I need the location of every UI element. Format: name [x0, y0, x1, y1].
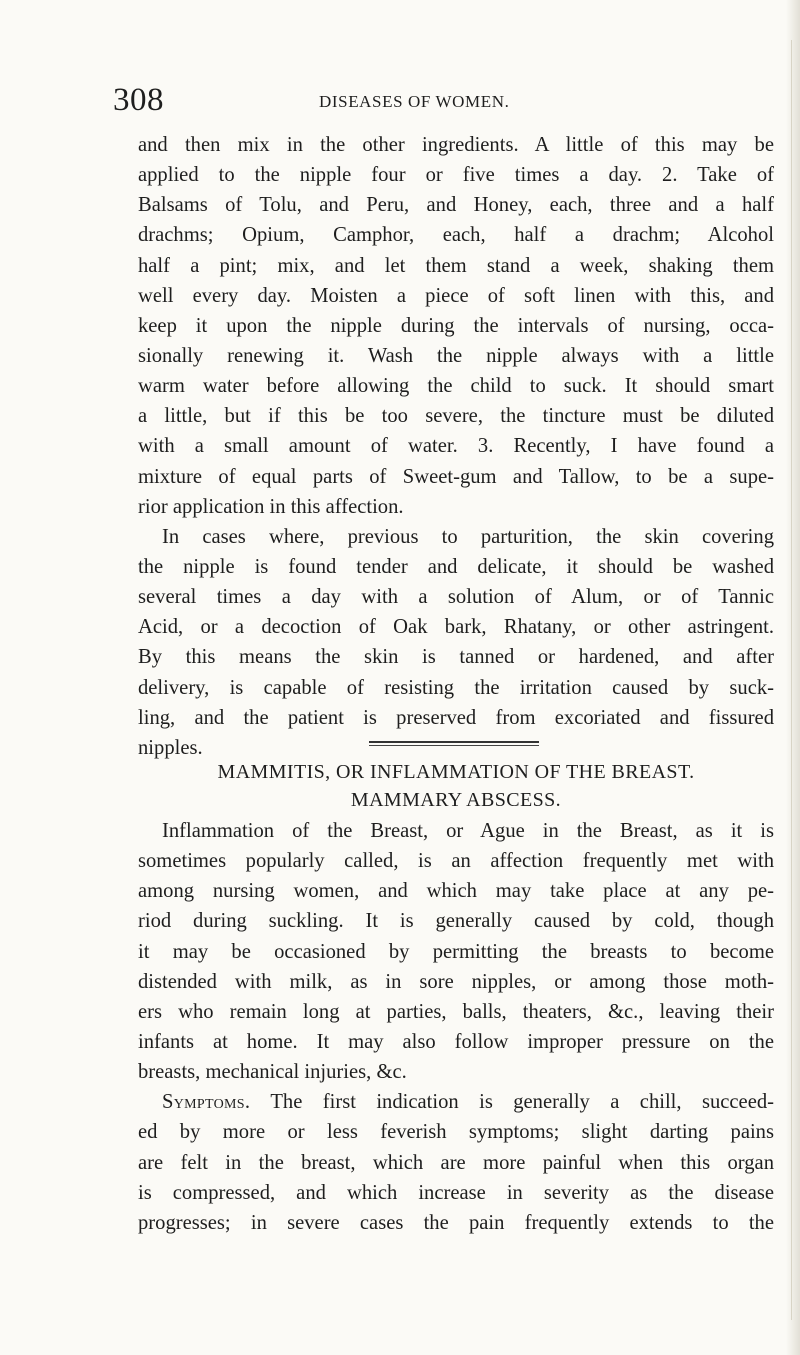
text-line: warm water before allowing the child to suck. It should smart	[138, 375, 774, 398]
text-line: is compressed, and which increase in severity as the disease	[138, 1181, 774, 1204]
page-edge-line	[791, 40, 792, 1320]
text-line: By this means the skin is tanned or hardened, and after	[138, 646, 774, 669]
text-line: breasts, mechanical injuries, &c.	[138, 1061, 407, 1084]
symptoms-label: Symptoms.	[162, 1091, 251, 1114]
text-line: Acid, or a decoction of Oak bark, Rhatany, or other astringent.	[138, 616, 774, 639]
text-line: applied to the nipple four or five times a day. 2. Take of	[138, 164, 774, 187]
text-line: well every day. Moisten a piece of soft linen with this, and	[138, 284, 774, 307]
divider-rule	[369, 741, 539, 743]
text-line: mixture of equal parts of Sweet-gum and Tallow, to be a supe-	[138, 465, 774, 488]
text-line: ed by more or less feverish symptoms; slight darting pains	[138, 1121, 774, 1144]
text-line: delivery, is capable of resisting the irritation caused by suck-	[138, 676, 774, 699]
symptoms-line	[138, 1087, 774, 1117]
text-line: with a small amount of water. 3. Recently, I have found a	[138, 435, 774, 458]
text-block-section	[138, 816, 774, 1238]
text-line: progresses; in severe cases the pain frequently extends to the	[138, 1211, 774, 1234]
section-subheading: MAMMARY ABSCESS.	[350, 789, 562, 811]
text-line: rior application in this affection.	[138, 495, 404, 518]
text-line: ling, and the patient is preserved from excoriated and fissured	[138, 706, 774, 729]
page-header	[113, 80, 713, 130]
text-line: among nursing women, and which may take place at any pe-	[138, 880, 774, 903]
text-line: keep it upon the nipple during the intervals of nursing, occa-	[138, 314, 774, 337]
text-line: infants at home. It may also follow improper pressure on the	[138, 1030, 774, 1053]
running-head: DISEASES OF WOMEN.	[319, 92, 510, 111]
divider-rule	[369, 745, 539, 746]
section-divider	[369, 741, 539, 749]
text-line: sionally renewing it. Wash the nipple always with a little	[138, 344, 774, 367]
text-line: and then mix in the other ingredients. A little of this may be	[138, 134, 774, 156]
text-line: it may be occasioned by permitting the breasts to become	[138, 940, 774, 963]
text-line: ers who remain long at parties, balls, theaters, &c., leaving their	[138, 1000, 774, 1023]
text-line: In cases where, previous to parturition, the skin covering	[162, 525, 774, 548]
symptoms-text: The first indication is generally a chill, succeed-	[250, 1091, 774, 1114]
text-block-top	[138, 130, 774, 763]
text-line: are felt in the breast, which are more painful when this organ	[138, 1151, 774, 1174]
section-heading: MAMMITIS, OR INFLAMMATION OF THE BREAST.	[217, 761, 695, 783]
text-line: several times a day with a solution of Alum, or of Tannic	[138, 586, 774, 609]
page-edge	[786, 0, 800, 1355]
text-line: the nipple is found tender and delicate, it should be washed	[138, 555, 774, 578]
text-line: half a pint; mix, and let them stand a week, shaking them	[138, 254, 774, 277]
text-line: riod during suckling. It is generally caused by cold, though	[138, 910, 774, 933]
text-line: nipples.	[138, 736, 203, 759]
text-line: distended with milk, as in sore nipples, or among those moth-	[138, 970, 774, 993]
text-line: drachms; Opium, Camphor, each, half a drachm; Alcohol	[138, 224, 774, 247]
page-number: 308	[113, 82, 164, 118]
text-line: sometimes popularly called, is an affection frequently met with	[138, 850, 774, 873]
text-line: Inflammation of the Breast, or Ague in the Breast, as it is	[162, 820, 774, 842]
text-line: a little, but if this be too severe, the tincture must be diluted	[138, 405, 774, 428]
text-line: Balsams of Tolu, and Peru, and Honey, each, three and a half	[138, 194, 774, 217]
